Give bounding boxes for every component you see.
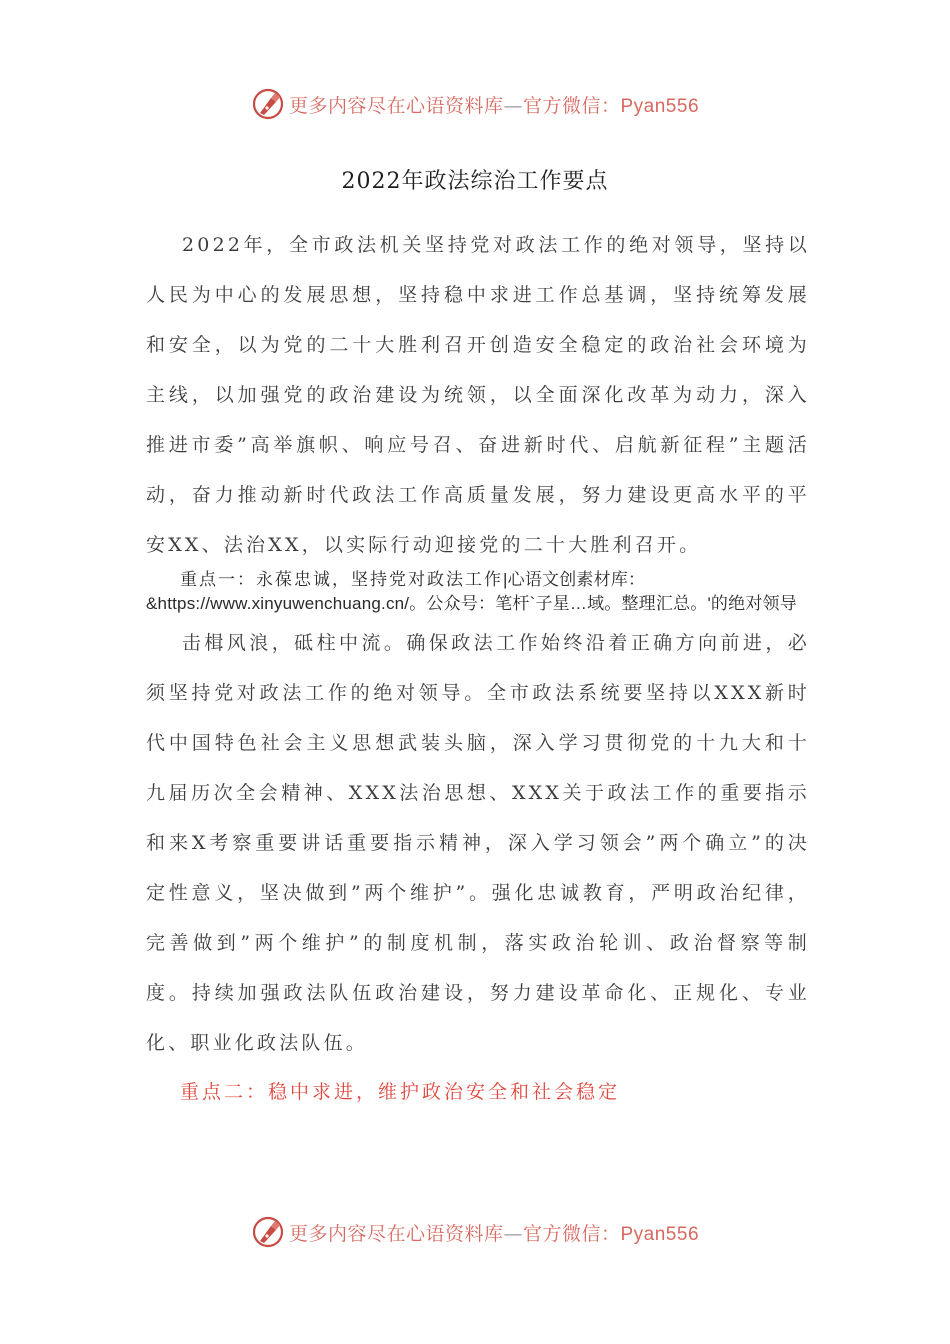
paragraph-intro-text: 2022年，全市政法机关坚持党对政法工作的绝对领导，坚持以人民为中心的发展思想，坚持稳中求进工作总基调，坚持统筹发展和安全，以为党的二十大胜利召开创造安全稳定的政治社会环境为主线，以加强党的政治建设为统领，以全面深化改革为动力，深入推进市委”高举旗帜、响应号召、奋进新时代、启航新征程”主题活动，奋力推动新时代政法工作高质量发展，努力建设更高水平的平安XX、法治XX，以实际行动迎接党的二十大胜利召开。 xyxy=(146,234,810,556)
point-one-line xyxy=(146,568,810,616)
footer-banner xyxy=(0,1212,950,1252)
header-banner xyxy=(0,84,950,124)
paragraph-intro xyxy=(146,220,810,570)
paragraph-point-one xyxy=(146,618,810,1068)
point-one-heading: 重点一：永葆忠诚，坚持党对政法工作 xyxy=(180,570,503,590)
point-one-watermark-text: |心语文创素材库：&https://www.xinyuwenchuang.cn/。公众号：笔杆`子星…域。整理汇总。'的绝对领导 xyxy=(146,570,797,613)
document-title: 2022年政法综治工作要点 xyxy=(341,169,609,194)
banner-text: 更多内容尽在心语资料库—官方微信：Pyan556 xyxy=(288,94,700,117)
pen-nib-circle-icon xyxy=(251,87,285,121)
pen-nib-circle-icon xyxy=(251,1215,285,1249)
point-two-heading: 重点二：稳中求进，维护政治安全和社会稳定 xyxy=(180,1081,621,1103)
banner-text: 更多内容尽在心语资料库—官方微信：Pyan556 xyxy=(288,1222,700,1245)
paragraph-point-one-text: 击楫风浪，砥柱中流。确保政法工作始终沿着正确方向前进，必须坚持党对政法工作的绝对领导。全市政法系统要坚持以XXX新时代中国特色社会主义思想武装头脑，深入学习贯彻党的十九大和十九届历次全会精神、XXX法治思想、XXX关于政法工作的重要指示和来X考察重要讲话重要指示精神，深入学习领会”两个确立”的决定性意义，坚决做到”两个维护”。强化忠诚教育，严明政治纪律，完善做到”两个维护”的制度机制，落实政治轮训、政治督察等制度。持续加强政法队伍政治建设，努力建设革命化、正规化、专业化、职业化政法队伍。 xyxy=(146,632,810,1054)
